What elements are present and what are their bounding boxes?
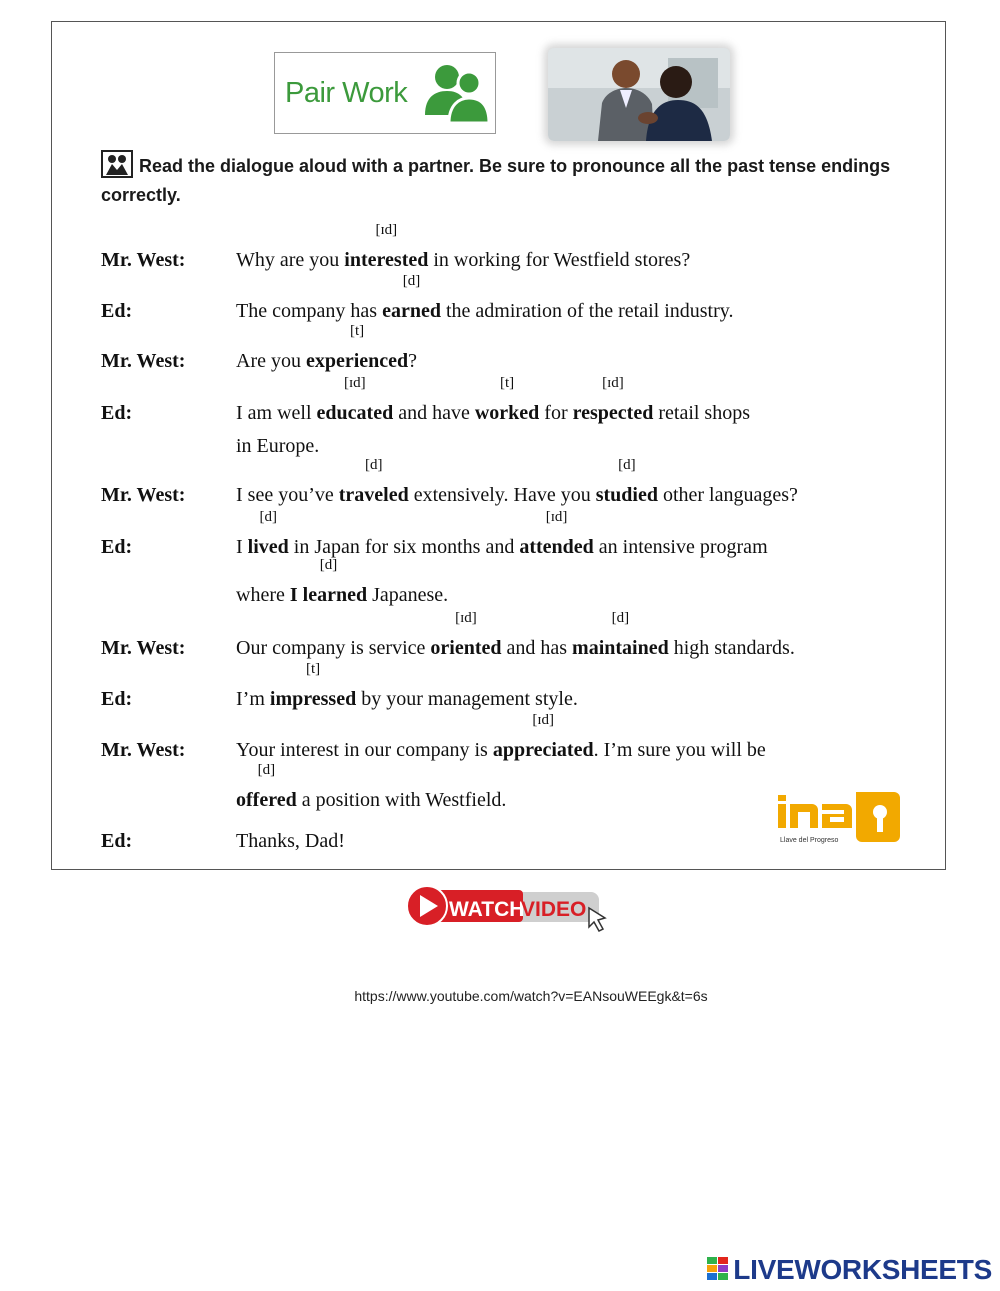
pronunciation-mark: [t] [499, 375, 515, 391]
pronunciation-mark: [d] [259, 509, 277, 525]
verb-word: impressed [269, 688, 357, 710]
line-text: Japanese. [367, 584, 449, 606]
pronunciation-mark: [d] [618, 457, 636, 473]
line-text: in Europe. [236, 435, 320, 457]
pronunciation-mark: [d] [611, 610, 630, 626]
watch-label: WATCH [449, 898, 525, 921]
past-tense-verb [430, 610, 502, 660]
past-tense-verb [316, 375, 394, 425]
pronunciation-mark: [d] [257, 762, 276, 778]
pronunciation-mark: [ɪd] [344, 375, 366, 391]
past-tense-verb [595, 457, 658, 507]
speaker-label: Ed: [101, 300, 133, 322]
pronunciation-mark: [ɪd] [545, 509, 568, 525]
instruction-text: Read the dialogue aloud with a partner. Be sure to pronounce all the past tense endings correctly. [101, 155, 891, 205]
speaker-label: Mr. West: [101, 249, 186, 271]
line-text: for [539, 402, 573, 424]
pronunciation-mark: [d] [319, 557, 338, 573]
dialogue-line [236, 762, 507, 812]
pair-work-label: Pair Work [285, 77, 408, 109]
verb-word: studied [595, 484, 658, 506]
line-text: I [236, 536, 248, 558]
line-text: Our company is service [236, 637, 431, 659]
line-text: ? [408, 350, 418, 372]
speaker-label: Mr. West: [101, 350, 186, 372]
pronunciation-mark: [ɪd] [532, 712, 555, 728]
verb-word: offered [236, 789, 297, 811]
pronunciation-mark: [t] [349, 323, 365, 339]
verb-word: educated [316, 402, 394, 424]
line-text: other languages? [657, 484, 798, 506]
line-text: Thanks, Dad! [236, 830, 345, 852]
line-text: Your interest in our company is [236, 739, 493, 761]
verb-word: I learned [289, 584, 368, 606]
past-tense-verb [236, 762, 297, 812]
speaker-label: Ed: [101, 402, 133, 424]
speaker-label: Ed: [101, 536, 133, 558]
dialogue-line [236, 375, 750, 425]
verb-word: earned [382, 300, 441, 322]
line-text: I see you’ve [236, 484, 339, 506]
dialogue-line [236, 435, 319, 458]
past-tense-verb [492, 712, 594, 762]
verb-word: traveled [338, 484, 409, 506]
pronunciation-mark: [d] [364, 457, 383, 473]
handshake-photo [548, 48, 730, 141]
line-text: and have [393, 402, 475, 424]
dialogue-line [236, 712, 766, 762]
line-text: by your management style. [356, 688, 578, 710]
instructions [101, 150, 901, 207]
line-text: in working for Westfield stores? [428, 249, 691, 271]
past-tense-verb [344, 222, 429, 272]
speaker-label: Ed: [101, 688, 133, 710]
watch-video-button[interactable] [405, 880, 611, 941]
dialogue-line [236, 661, 578, 711]
past-tense-verb [519, 509, 594, 559]
line-text: I am well [236, 402, 317, 424]
line-text: I’m [236, 688, 270, 710]
line-text: the admiration of the retail industry. [440, 300, 734, 322]
dialogue-line [236, 273, 734, 323]
speaker-label: Mr. West: [101, 739, 186, 761]
liveworksheets-icon [707, 1256, 729, 1288]
verb-word: respected [572, 402, 654, 424]
speaker-label: Ed: [101, 830, 133, 852]
video-label: VIDEO [521, 898, 587, 921]
line-text: retail shops [653, 402, 750, 424]
pair-work-badge [274, 52, 496, 134]
inadeh-logo [778, 790, 900, 853]
verb-word: lived [247, 536, 289, 558]
past-tense-verb [247, 509, 289, 559]
line-text: Are you [236, 350, 306, 372]
past-tense-verb [338, 457, 409, 507]
line-text: high standards. [668, 637, 795, 659]
dialogue-line [236, 509, 768, 559]
dialogue-line [236, 457, 798, 507]
past-tense-verb [269, 661, 357, 711]
pronunciation-mark: [ɪd] [375, 222, 398, 238]
line-text: and has [501, 637, 573, 659]
verb-word: attended [519, 536, 594, 558]
line-text: . I’m sure you will be [593, 739, 766, 761]
verb-word: worked [474, 402, 540, 424]
speaker-label: Mr. West: [101, 637, 186, 659]
past-tense-verb [382, 273, 441, 323]
pronunciation-mark: [t] [305, 661, 321, 677]
verb-word: experienced [305, 350, 409, 372]
pronunciation-mark: [ɪd] [455, 610, 477, 626]
line-text: extensively. Have you [408, 484, 596, 506]
pair-reading-icon [101, 150, 133, 184]
dialogue-line [236, 323, 418, 373]
dialogue-line [236, 557, 449, 607]
line-text: The company has [236, 300, 383, 322]
line-text: a position with Westfield. [296, 789, 507, 811]
pronunciation-mark: [ɪd] [602, 375, 624, 391]
past-tense-verb [572, 610, 669, 660]
past-tense-verb [305, 323, 409, 373]
people-icon [421, 61, 491, 127]
pronunciation-mark: [d] [402, 273, 421, 289]
dialogue-line [236, 222, 691, 272]
liveworksheets-brand [707, 1254, 992, 1288]
verb-word: appreciated [492, 739, 594, 761]
speaker-label: Mr. West: [101, 484, 186, 506]
verb-word: interested [344, 249, 429, 271]
past-tense-verb [474, 375, 540, 425]
dialogue-line [236, 830, 345, 853]
verb-word: oriented [430, 637, 502, 659]
line-text: an intensive program [593, 536, 768, 558]
video-url[interactable]: https://www.youtube.com/watch?v=EANsouWEEgk&t=6s [354, 988, 708, 1004]
verb-word: maintained [572, 637, 669, 659]
line-text: in Japan for six months and [288, 536, 520, 558]
logo-tagline: Llave del Progreso [780, 837, 839, 844]
brand-text: LIVEWORKSHEETS [733, 1254, 992, 1285]
line-text: Why are you [236, 249, 345, 271]
line-text: where [236, 584, 290, 606]
past-tense-verb [289, 557, 368, 607]
past-tense-verb [572, 375, 654, 425]
dialogue-line [236, 610, 795, 660]
